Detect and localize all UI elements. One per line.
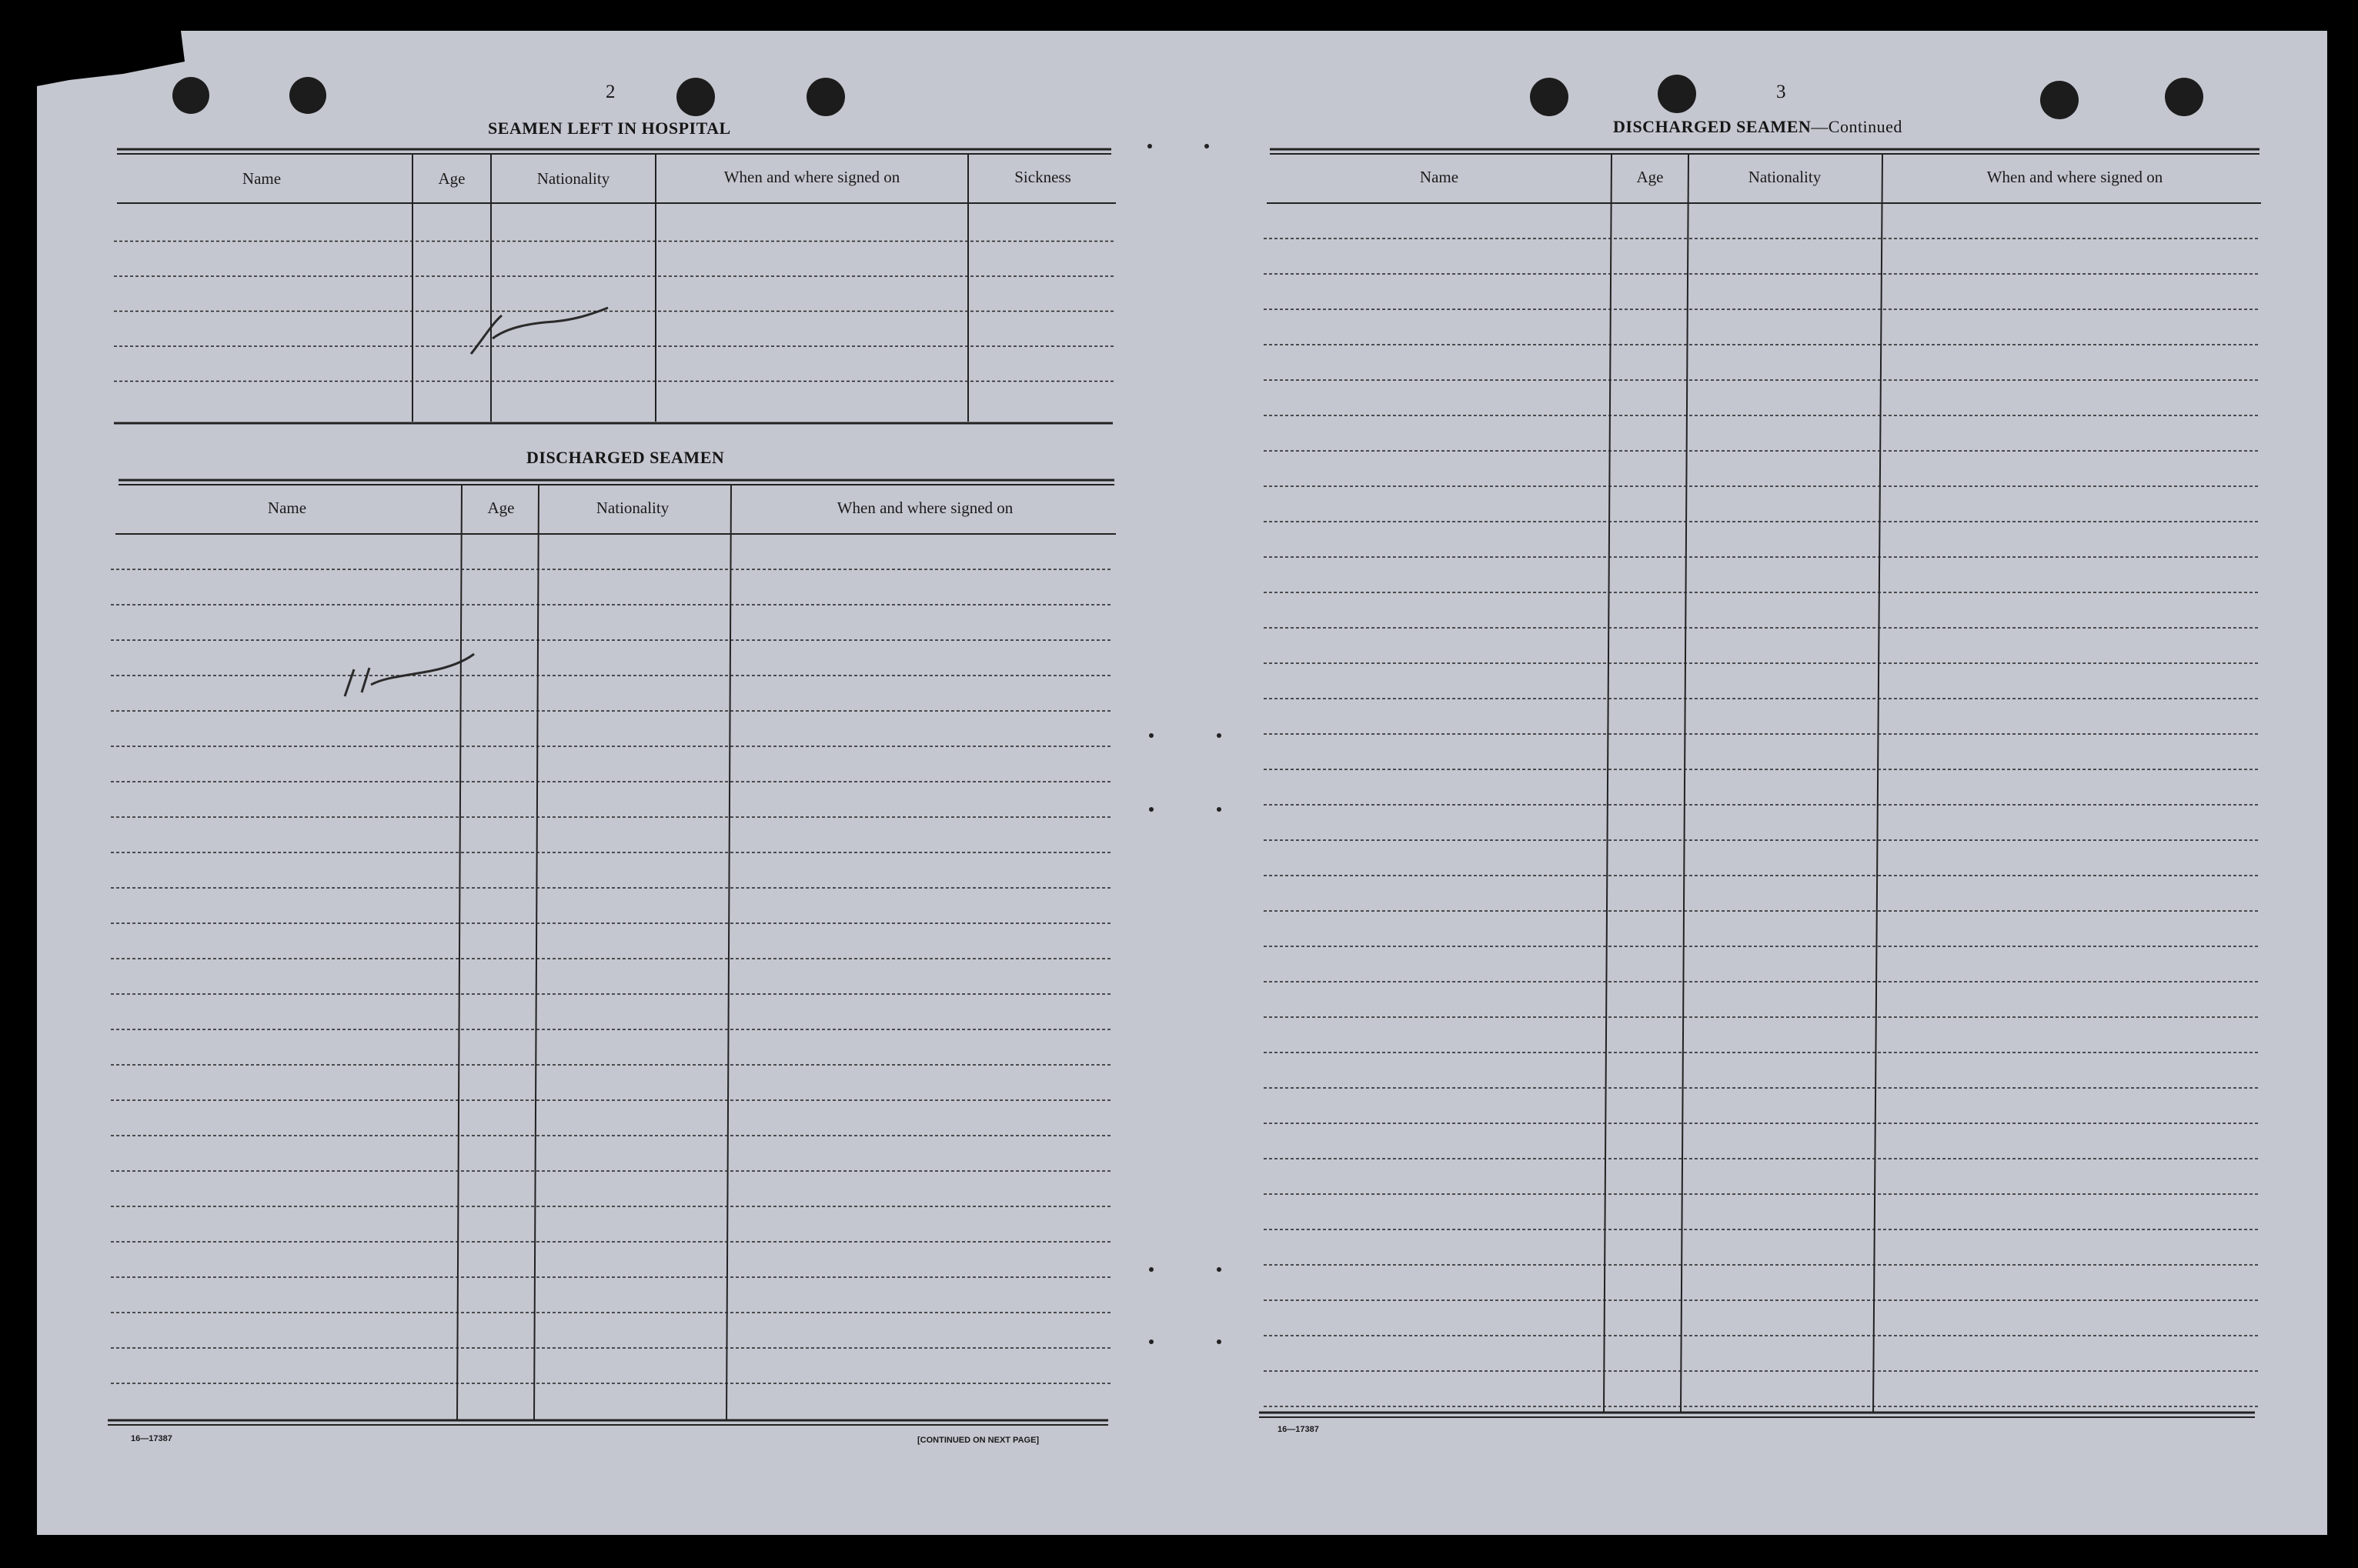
right-col-signed-on: When and where signed on [1986, 168, 2163, 186]
punch-hole [172, 77, 209, 114]
speck [1149, 807, 1154, 812]
column-divider [534, 485, 539, 1420]
punch-hole [2165, 78, 2203, 116]
right-col-nationality: Nationality [1748, 168, 1822, 186]
right-col-name: Name [1419, 168, 1459, 186]
speck [1149, 733, 1154, 738]
left-page-number: 2 [606, 82, 616, 102]
torn-corner [37, 31, 185, 86]
discharged-col-age: Age [487, 499, 515, 517]
left-form-number: 16—17387 [131, 1434, 172, 1443]
speck [1147, 144, 1152, 148]
right-section-title [1613, 117, 1902, 137]
punch-hole [676, 78, 715, 116]
speck [1149, 1267, 1154, 1272]
punch-hole [289, 77, 326, 114]
hospital-col-nationality: Nationality [536, 169, 610, 188]
column-divider [1604, 154, 1612, 1413]
right-col-age: Age [1636, 168, 1664, 186]
hospital-section-title: SEAMEN LEFT IN HOSPITAL [488, 118, 731, 138]
discharged-section-title: DISCHARGED SEAMEN [526, 448, 725, 467]
discharged-col-name: Name [267, 499, 307, 517]
discharged-col-nationality: Nationality [596, 499, 670, 517]
hospital-col-sickness: Sickness [1014, 168, 1071, 186]
right-page-number: 3 [1776, 82, 1786, 102]
continued-note: [CONTINUED ON NEXT PAGE] [917, 1436, 1040, 1445]
punch-hole [2040, 81, 2079, 119]
speck [1149, 1339, 1154, 1344]
hospital-col-name: Name [242, 169, 282, 188]
hospital-col-age: Age [438, 169, 466, 188]
speck [1217, 733, 1221, 738]
punch-hole [807, 78, 845, 116]
punch-holes [172, 75, 2203, 119]
speck [1217, 1339, 1221, 1344]
column-divider [457, 485, 462, 1420]
right-title-main: DISCHARGED SEAMEN [1613, 117, 1812, 136]
punch-hole [1530, 78, 1568, 116]
right-form-number: 16—17387 [1278, 1425, 1319, 1434]
punch-hole [1658, 75, 1696, 113]
column-divider [1681, 154, 1688, 1413]
speck [1204, 144, 1209, 148]
right-title-suffix: —Continued [1811, 117, 1902, 136]
column-divider [1873, 154, 1882, 1413]
speck [1217, 1267, 1221, 1272]
speck [1217, 807, 1221, 812]
column-divider [726, 485, 731, 1420]
hospital-col-signed-on: When and where signed on [723, 168, 900, 186]
discharged-col-signed-on: When and where signed on [837, 499, 1014, 517]
